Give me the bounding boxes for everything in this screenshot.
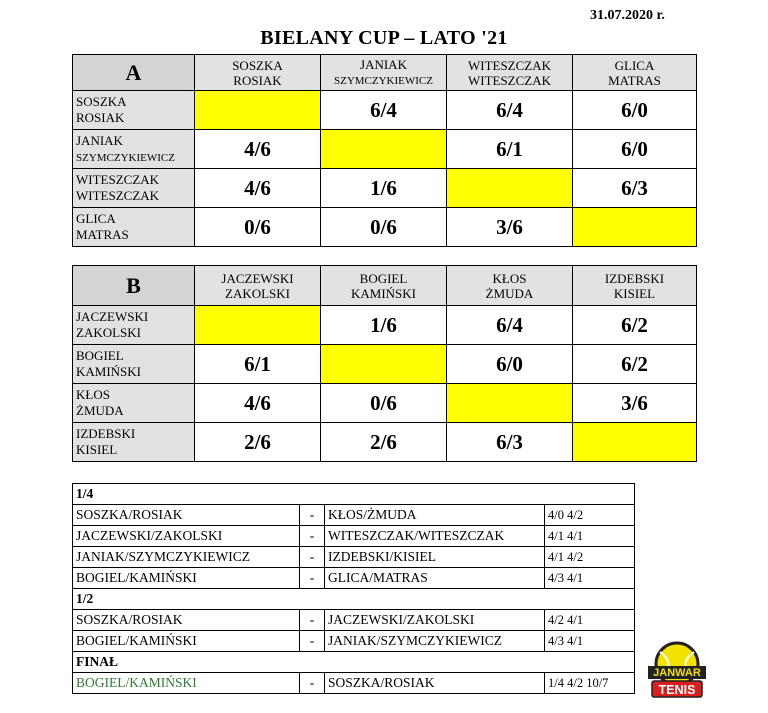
group-a-diagonal-cell: [321, 130, 447, 169]
group-a-row-team-1: SOSZKA ROSIAK: [73, 91, 195, 130]
away-team: IZDEBSKI/KISIEL: [325, 547, 545, 568]
group-a-table: [72, 54, 697, 247]
group-a-diagonal-cell: [573, 208, 697, 247]
group-b-table: [72, 265, 697, 462]
group-a-diagonal-cell: [447, 169, 573, 208]
match-row: [73, 631, 635, 652]
group-a-col-team-3: WITESZCZAK WITESZCZAK: [447, 55, 573, 91]
group-a-col-team-1: SOSZKA ROSIAK: [195, 55, 321, 91]
match-row: [73, 568, 635, 589]
group-b-row-team-2: BOGIEL KAMIŃSKI: [73, 345, 195, 384]
page-title: BIELANY CUP – LATO '21: [260, 27, 508, 49]
home-team: BOGIEL/KAMIŃSKI: [73, 631, 300, 652]
group-a-score-cell: 6/0: [573, 130, 697, 169]
group-a-score-cell: 6/4: [321, 91, 447, 130]
logo-text-janwar: JANWAR: [653, 667, 701, 679]
group-b-row-team-3: KŁOS ŻMUDA: [73, 384, 195, 423]
group-b-score-cell: 2/6: [195, 423, 321, 462]
away-team: WITESZCZAK/WITESZCZAK: [325, 526, 545, 547]
match-separator: -: [300, 610, 325, 631]
group-a-score-cell: 0/6: [321, 208, 447, 247]
group-b-score-cell: 6/4: [447, 306, 573, 345]
away-team: JANIAK/SZYMCZYKIEWICZ: [325, 631, 545, 652]
match-result: 4/3 4/1: [545, 631, 635, 652]
group-a-label: A: [73, 55, 195, 91]
match-separator: -: [300, 673, 325, 694]
group-a-diagonal-cell: [195, 91, 321, 130]
quarterfinal-label: 1/4: [73, 484, 635, 505]
home-team: JACZEWSKI/ZAKOLSKI: [73, 526, 300, 547]
match-result: 4/3 4/1: [545, 568, 635, 589]
away-team: SOSZKA/ROSIAK: [325, 673, 545, 694]
janwar-tenis-logo: [646, 640, 708, 702]
group-a-score-cell: 4/6: [195, 169, 321, 208]
round-header-row: [73, 484, 635, 505]
group-b-row-team-1: JACZEWSKI ZAKOLSKI: [73, 306, 195, 345]
knockout-table: [72, 483, 635, 694]
match-separator: -: [300, 568, 325, 589]
group-b-col-team-1: JACZEWSKI ZAKOLSKI: [195, 266, 321, 306]
group-a-score-cell: 3/6: [447, 208, 573, 247]
away-team: KŁOS/ŻMUDA: [325, 505, 545, 526]
group-a-score-cell: 4/6: [195, 130, 321, 169]
group-b-score-cell: 2/6: [321, 423, 447, 462]
match-row: [73, 505, 635, 526]
group-b-col-team-4: IZDEBSKI KISIEL: [573, 266, 697, 306]
group-a-score-cell: 6/3: [573, 169, 697, 208]
match-separator: -: [300, 631, 325, 652]
away-team: JACZEWSKI/ZAKOLSKI: [325, 610, 545, 631]
match-separator: -: [300, 526, 325, 547]
group-b-diagonal-cell: [195, 306, 321, 345]
match-separator: -: [300, 547, 325, 568]
group-a-score-cell: 6/1: [447, 130, 573, 169]
group-a-row-team-4: GLICA MATRAS: [73, 208, 195, 247]
group-b-diagonal-cell: [447, 384, 573, 423]
group-b-row-team-4: IZDEBSKI KISIEL: [73, 423, 195, 462]
home-team: JANIAK/SZYMCZYKIEWICZ: [73, 547, 300, 568]
group-a-col-team-2: JANIAK SZYMCZYKIEWICZ: [321, 55, 447, 91]
group-a-score-cell: 6/4: [447, 91, 573, 130]
group-a-score-cell: 1/6: [321, 169, 447, 208]
round-header-row: [73, 589, 635, 610]
round-header-row: [73, 652, 635, 673]
group-a-score-cell: 0/6: [195, 208, 321, 247]
match-row: [73, 610, 635, 631]
group-b-score-cell: 6/2: [573, 306, 697, 345]
group-a-row-team-3: WITESZCZAK WITESZCZAK: [73, 169, 195, 208]
group-b-score-cell: 6/0: [447, 345, 573, 384]
match-result: 1/4 4/2 10/7: [545, 673, 635, 694]
match-row: [73, 547, 635, 568]
group-b-score-cell: 1/6: [321, 306, 447, 345]
group-b-col-team-3: KŁOS ŻMUDA: [447, 266, 573, 306]
logo-text-tenis: TENIS: [658, 683, 696, 697]
match-result: 4/0 4/2: [545, 505, 635, 526]
date-label: 31.07.2020 r.: [590, 8, 665, 23]
away-team: GLICA/MATRAS: [325, 568, 545, 589]
group-b-score-cell: 3/6: [573, 384, 697, 423]
group-b-score-cell: 4/6: [195, 384, 321, 423]
semifinal-label: 1/2: [73, 589, 635, 610]
group-b-col-team-2: BOGIEL KAMIŃSKI: [321, 266, 447, 306]
group-b-diagonal-cell: [321, 345, 447, 384]
group-b-score-cell: 6/1: [195, 345, 321, 384]
home-team: SOSZKA/ROSIAK: [73, 505, 300, 526]
group-a-score-cell: 6/0: [573, 91, 697, 130]
match-separator: -: [300, 505, 325, 526]
group-b-diagonal-cell: [573, 423, 697, 462]
match-result: 4/2 4/1: [545, 610, 635, 631]
match-result: 4/1 4/2: [545, 547, 635, 568]
group-a-row-team-2: JANIAK SZYMCZYKIEWICZ: [73, 130, 195, 169]
group-b-score-cell: 6/2: [573, 345, 697, 384]
group-b-score-cell: 6/3: [447, 423, 573, 462]
final-winner-team: BOGIEL/KAMIŃSKI: [73, 673, 300, 694]
group-b-score-cell: 0/6: [321, 384, 447, 423]
match-row: [73, 526, 635, 547]
match-result: 4/1 4/1: [545, 526, 635, 547]
group-b-label: B: [73, 266, 195, 306]
final-label: FINAŁ: [73, 652, 635, 673]
final-match-row: [73, 673, 635, 694]
home-team: BOGIEL/KAMIŃSKI: [73, 568, 300, 589]
home-team: SOSZKA/ROSIAK: [73, 610, 300, 631]
group-a-col-team-4: GLICA MATRAS: [573, 55, 697, 91]
